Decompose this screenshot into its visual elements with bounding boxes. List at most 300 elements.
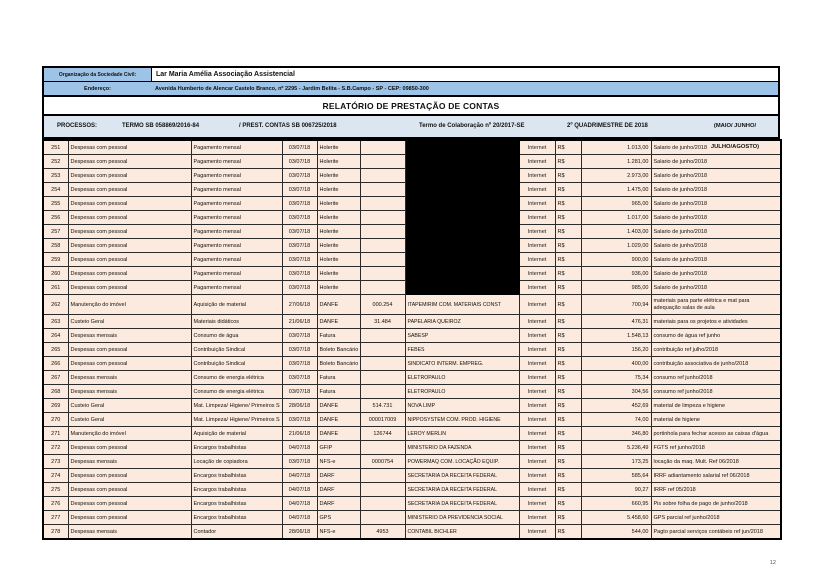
doc-type-cell: DANFE [317,427,360,441]
doc-type-cell: Holerite [317,267,360,281]
redacted-supplier-block [405,140,519,155]
value-cell: 75,34 [581,371,651,385]
currency-cell: R$ [555,427,581,441]
description-cell: Salario de junho/2018 [651,239,781,253]
table-row [43,385,781,399]
table-row [43,427,781,441]
value-cell: 304,56 [581,385,651,399]
row-number: 271 [43,427,68,441]
doc-number-cell [360,469,405,483]
payment-method-cell: Internet [519,239,555,253]
description-cell: Pagto parcial serviços contábeis ref jun/2018 [651,525,781,540]
payment-method-cell: Internet [519,427,555,441]
doc-number-cell [360,140,405,155]
date-cell: 03/07/18 [282,371,317,385]
description-cell: material de higiene [651,413,781,427]
value-cell: 660,95 [581,497,651,511]
date-cell: 03/07/18 [282,169,317,183]
doc-type-cell: DANFE [317,399,360,413]
report-title: RELATÓRIO DE PRESTAÇÃO DE CONTAS [42,97,780,116]
type-cell: Mat. Limpeza/ Higiene/ Primeiros S [191,399,282,413]
doc-number-cell [360,253,405,267]
value-cell: 452,69 [581,399,651,413]
description-cell: Salario de junho/2018 [651,197,781,211]
row-number: 263 [43,315,68,329]
doc-number-cell [360,225,405,239]
description-cell: FGTS ref junho/2018 [651,441,781,455]
row-number: 272 [43,441,68,455]
payment-method-cell: Internet [519,441,555,455]
doc-type-cell: Boleto Bancário [317,357,360,371]
type-cell: Pagamento mensal [191,267,282,281]
description-cell: Salario de junho/2018 [651,225,781,239]
supplier-cell: MINISTERIO DA PREVIDENCIA SOCIAL [405,511,519,525]
table-row [43,497,781,511]
description-cell: contribuição associativa de junho/2018 [651,357,781,371]
doc-number-cell: 514.731 [360,399,405,413]
address-value: Avenida Humberto de Alencar Castelo Branco, nº 2295 - Jardim Belita - S.B.Campo - SP - CEP: 09850-300 [155,85,429,92]
doc-number-cell [360,267,405,281]
date-cell: 28/06/18 [282,399,317,413]
value-cell: 90,27 [581,483,651,497]
category-cell: Despesas com pessoal [68,253,191,267]
description-cell: portinhola para fechar acesso as caixas d'água [651,427,781,441]
supplier-cell: MINISTERIO DA FAZENDA [405,441,519,455]
doc-type-cell: Holerite [317,225,360,239]
description-cell: IRRF ref 05/2018 [651,483,781,497]
payment-method-cell: Internet [519,343,555,357]
table-row [43,441,781,455]
date-cell: 03/07/18 [282,329,317,343]
type-cell: Pagamento mensal [191,281,282,295]
type-cell: Pagamento mensal [191,253,282,267]
type-cell: Pagamento mensal [191,169,282,183]
supplier-cell: SINDICATO INTERM. EMPREG. [405,357,519,371]
type-cell: Contribuição Sindical [191,343,282,357]
redacted-supplier-block [405,197,519,211]
row-number: 259 [43,253,68,267]
doc-number-cell [360,281,405,295]
doc-number-cell [360,197,405,211]
currency-cell: R$ [555,295,581,315]
category-cell: Despesas mensais [68,525,191,540]
currency-cell: R$ [555,441,581,455]
doc-number-cell [360,329,405,343]
org-label: Organização da Sociedade Civil: [44,68,152,81]
supplier-cell: PAPELARIA QUEIROZ [405,315,519,329]
doc-type-cell: NFS-e [317,525,360,540]
doc-type-cell: Fatura [317,385,360,399]
doc-number-cell [360,371,405,385]
doc-number-cell [360,211,405,225]
value-cell: 156,20 [581,343,651,357]
doc-type-cell: Holerite [317,183,360,197]
row-number: 260 [43,267,68,281]
redacted-supplier-block [405,225,519,239]
payment-method-cell: Internet [519,357,555,371]
type-cell: Encargos trabalhistas [191,497,282,511]
doc-type-cell: Fatura [317,371,360,385]
termo-number: TERMO SB 058869/2016-84 [122,123,200,129]
doc-number-cell [360,183,405,197]
description-cell: materiais para os projetos e atividades [651,315,781,329]
doc-type-cell: GFIP [317,441,360,455]
doc-number-cell: 4953 [360,525,405,540]
doc-number-cell: 31.484 [360,315,405,329]
payment-method-cell: Internet [519,225,555,239]
doc-type-cell: Fatura [317,329,360,343]
supplier-cell: ELETROPAULO [405,385,519,399]
currency-cell: R$ [555,197,581,211]
row-number: 256 [43,211,68,225]
doc-number-cell: 126744 [360,427,405,441]
description-cell: locação da maq. Mult. Ref 06/2018 [651,455,781,469]
date-cell: 03/07/18 [282,155,317,169]
description-cell: consumo ref junho/2018 [651,385,781,399]
doc-number-cell [360,497,405,511]
doc-number-cell [360,357,405,371]
supplier-cell: NIPPOSYSTEM COM. PROD. HIGIENE [405,413,519,427]
redacted-supplier-block [405,169,519,183]
doc-number-cell: 000017009 [360,413,405,427]
category-cell: Despesas com pessoal [68,497,191,511]
payment-method-cell: Internet [519,315,555,329]
category-cell: Manutenção do imóvel [68,427,191,441]
value-cell: 173,25 [581,455,651,469]
payment-method-cell: Internet [519,329,555,343]
row-number: 255 [43,197,68,211]
date-cell: 03/07/18 [282,183,317,197]
row-number: 257 [43,225,68,239]
table-row [43,469,781,483]
currency-cell: R$ [555,225,581,239]
supplier-cell: ITAPEMIRIM COM. MATERIAIS CONST [405,295,519,315]
date-cell: 03/07/18 [282,455,317,469]
description-cell: Salario de junho/2018 [651,281,781,295]
type-cell: Contribuição Sindical [191,357,282,371]
redacted-supplier-block [405,239,519,253]
description-cell: Salario de junho/2018 [651,267,781,281]
value-cell: 1.281,00 [581,155,651,169]
doc-type-cell: Holerite [317,281,360,295]
doc-type-cell: Holerite [317,211,360,225]
category-cell: Custeio Geral [68,413,191,427]
date-cell: 03/07/18 [282,253,317,267]
row-number: 276 [43,497,68,511]
expenses-table [42,139,782,540]
type-cell: Pagamento mensal [191,183,282,197]
category-cell: Manutenção do imóvel [68,295,191,315]
doc-type-cell: Holerite [317,155,360,169]
date-cell: 21/06/18 [282,315,317,329]
value-cell: 5.458,60 [581,511,651,525]
date-cell: 03/07/18 [282,239,317,253]
payment-method-cell: Internet [519,399,555,413]
table-row [43,315,781,329]
currency-cell: R$ [555,371,581,385]
supplier-cell: SABESP [405,329,519,343]
payment-method-cell: Internet [519,211,555,225]
category-cell: Despesas com pessoal [68,357,191,371]
doc-type-cell: GPS [317,511,360,525]
category-cell: Custeio Geral [68,399,191,413]
doc-number-cell [360,441,405,455]
row-number: 278 [43,525,68,540]
row-number: 267 [43,371,68,385]
row-number: 264 [43,329,68,343]
currency-cell: R$ [555,281,581,295]
value-cell: 400,00 [581,357,651,371]
doc-type-cell: DANFE [317,413,360,427]
doc-type-cell: DARF [317,469,360,483]
category-cell: Despesas com pessoal [68,267,191,281]
table-row [43,343,781,357]
payment-method-cell: Internet [519,483,555,497]
address-header-row [42,82,780,97]
supplier-cell: SECRETARIA DA RECEITA FEDERAL [405,483,519,497]
row-number: 275 [43,483,68,497]
value-cell: 5.236,49 [581,441,651,455]
doc-type-cell: Boleto Bancário [317,343,360,357]
redacted-supplier-block [405,183,519,197]
doc-number-cell [360,483,405,497]
payment-method-cell: Internet [519,155,555,169]
value-cell: 936,00 [581,267,651,281]
doc-type-cell: Holerite [317,197,360,211]
date-cell: 03/07/18 [282,385,317,399]
value-cell: 985,00 [581,281,651,295]
doc-number-cell [360,239,405,253]
type-cell: Encargos trabalhistas [191,441,282,455]
value-cell: 965,00 [581,197,651,211]
payment-method-cell: Internet [519,385,555,399]
periodo-label [692,116,778,158]
payment-method-cell: Internet [519,497,555,511]
table-row [43,399,781,413]
supplier-cell: LEROY MERLIN [405,427,519,441]
date-cell: 21/06/18 [282,427,317,441]
payment-method-cell: Internet [519,413,555,427]
periodo-line2: JULHO/AGOSTO) [710,144,760,150]
category-cell: Despesas mensais [68,329,191,343]
type-cell: Pagamento mensal [191,140,282,155]
date-cell: 03/07/18 [282,343,317,357]
org-header-row [42,66,780,82]
prest-contas-number: / PREST. CONTAS SB 006725/2018 [239,123,337,129]
description-cell: consumo de água ref junho [651,329,781,343]
value-cell: 900,00 [581,253,651,267]
row-number: 268 [43,385,68,399]
date-cell: 04/07/18 [282,441,317,455]
currency-cell: R$ [555,343,581,357]
type-cell: Consumo de energia elétrica [191,385,282,399]
type-cell: Materiais didáticos [191,315,282,329]
payment-method-cell: Internet [519,253,555,267]
supplier-cell: SECRETARIA DA RECEITA FEDERAL [405,497,519,511]
row-number: 273 [43,455,68,469]
description-cell: material de limpeza e higiene [651,399,781,413]
doc-type-cell: Holerite [317,169,360,183]
category-cell: Despesas com pessoal [68,281,191,295]
payment-method-cell: Internet [519,169,555,183]
date-cell: 27/06/18 [282,295,317,315]
prestacao-contas-report [42,66,780,540]
date-cell: 03/07/18 [282,357,317,371]
currency-cell: R$ [555,211,581,225]
category-cell: Despesas com pessoal [68,511,191,525]
table-row [43,371,781,385]
type-cell: Aquisição de material [191,295,282,315]
category-cell: Despesas com pessoal [68,197,191,211]
currency-cell: R$ [555,315,581,329]
date-cell: 03/07/18 [282,140,317,155]
currency-cell: R$ [555,183,581,197]
type-cell: Consumo de água [191,329,282,343]
doc-type-cell: Holerite [317,253,360,267]
type-cell: Pagamento mensal [191,211,282,225]
value-cell: 476,31 [581,315,651,329]
currency-cell: R$ [555,329,581,343]
currency-cell: R$ [555,469,581,483]
doc-type-cell: DANFE [317,315,360,329]
currency-cell: R$ [555,497,581,511]
type-cell: Pagamento mensal [191,239,282,253]
value-cell: 544,00 [581,525,651,540]
value-cell: 2.973,00 [581,169,651,183]
date-cell: 28/06/18 [282,525,317,540]
org-name: Lar Maria Amélia Associação Assistencial [152,68,778,81]
category-cell: Despesas com pessoal [68,140,191,155]
type-cell: Pagamento mensal [191,197,282,211]
type-cell: Contador [191,525,282,540]
date-cell: 03/07/18 [282,267,317,281]
doc-type-cell: Holerite [317,239,360,253]
date-cell: 03/07/18 [282,281,317,295]
redacted-supplier-block [405,267,519,281]
description-cell: IRRF adiantamento salarial ref 06/2018 [651,469,781,483]
value-cell: 346,80 [581,427,651,441]
table-row [43,140,781,155]
currency-cell: R$ [555,399,581,413]
payment-method-cell: Internet [519,511,555,525]
row-number: 277 [43,511,68,525]
type-cell: Encargos trabalhistas [191,483,282,497]
table-row [43,511,781,525]
supplier-cell: ELETROPAULO [405,371,519,385]
category-cell: Despesas com pessoal [68,483,191,497]
payment-method-cell: Internet [519,371,555,385]
doc-type-cell: Holerite [317,140,360,155]
payment-method-cell: Internet [519,455,555,469]
category-cell: Custeio Geral [68,315,191,329]
description-cell: Salario de junho/2018 [651,155,781,169]
table-row [43,155,781,169]
description-cell: Salario de junho/2018 [651,140,781,155]
table-row [43,211,781,225]
doc-type-cell: DARF [317,483,360,497]
row-number: 252 [43,155,68,169]
value-cell: 700,94 [581,295,651,315]
category-cell: Despesas com pessoal [68,441,191,455]
row-number: 274 [43,469,68,483]
description-cell: Pis sobre folha de pago de junho/2018 [651,497,781,511]
currency-cell: R$ [555,253,581,267]
currency-cell: R$ [555,239,581,253]
category-cell: Despesas com pessoal [68,343,191,357]
currency-cell: R$ [555,525,581,540]
doc-type-cell: DANFE [317,295,360,315]
table-row [43,225,781,239]
payment-method-cell: Internet [519,183,555,197]
value-cell: 1.013,00 [581,140,651,155]
doc-number-cell: 000.254 [360,295,405,315]
category-cell: Despesas com pessoal [68,469,191,483]
date-cell: 04/07/18 [282,511,317,525]
doc-number-cell [360,155,405,169]
row-number: 265 [43,343,68,357]
table-row [43,413,781,427]
description-cell: Salario de junho/2018 [651,183,781,197]
quadrimestre-label: 2º QUADRIMESTRE DE 2018 [567,123,648,129]
table-row [43,197,781,211]
row-number: 262 [43,295,68,315]
category-cell: Despesas mensais [68,455,191,469]
row-number: 270 [43,413,68,427]
category-cell: Despesas mensais [68,371,191,385]
table-row [43,455,781,469]
row-number: 251 [43,140,68,155]
supplier-cell: CONTABIL BICHLER [405,525,519,540]
redacted-supplier-block [405,253,519,267]
category-cell: Despesas com pessoal [68,169,191,183]
doc-number-cell [360,385,405,399]
value-cell: 1.017,00 [581,211,651,225]
description-cell: GPS parcial ref junho/2018 [651,511,781,525]
row-number: 253 [43,169,68,183]
description-cell: Salario de junho/2018 [651,253,781,267]
doc-number-cell [360,169,405,183]
payment-method-cell: Internet [519,197,555,211]
table-row [43,169,781,183]
doc-type-cell: DARF [317,497,360,511]
redacted-supplier-block [405,211,519,225]
currency-cell: R$ [555,511,581,525]
currency-cell: R$ [555,413,581,427]
table-row [43,253,781,267]
doc-type-cell: NFS-e [317,455,360,469]
type-cell: Locação de copiadora [191,455,282,469]
redacted-supplier-block [405,155,519,169]
row-number: 254 [43,183,68,197]
type-cell: Aquisição de material [191,427,282,441]
page-number: 12 [769,560,776,566]
category-cell: Despesas com pessoal [68,183,191,197]
date-cell: 04/07/18 [282,497,317,511]
payment-method-cell: Internet [519,140,555,155]
currency-cell: R$ [555,385,581,399]
date-cell: 04/07/18 [282,469,317,483]
category-cell: Despesas com pessoal [68,211,191,225]
date-cell: 03/07/18 [282,197,317,211]
value-cell: 74,00 [581,413,651,427]
type-cell: Mat. Limpeza/ Higiene/ Primeiros S [191,413,282,427]
value-cell: 585,64 [581,469,651,483]
payment-method-cell: Internet [519,281,555,295]
table-row [43,357,781,371]
table-row [43,329,781,343]
type-cell: Pagamento mensal [191,225,282,239]
description-cell: contribuição ref julho/2018 [651,343,781,357]
